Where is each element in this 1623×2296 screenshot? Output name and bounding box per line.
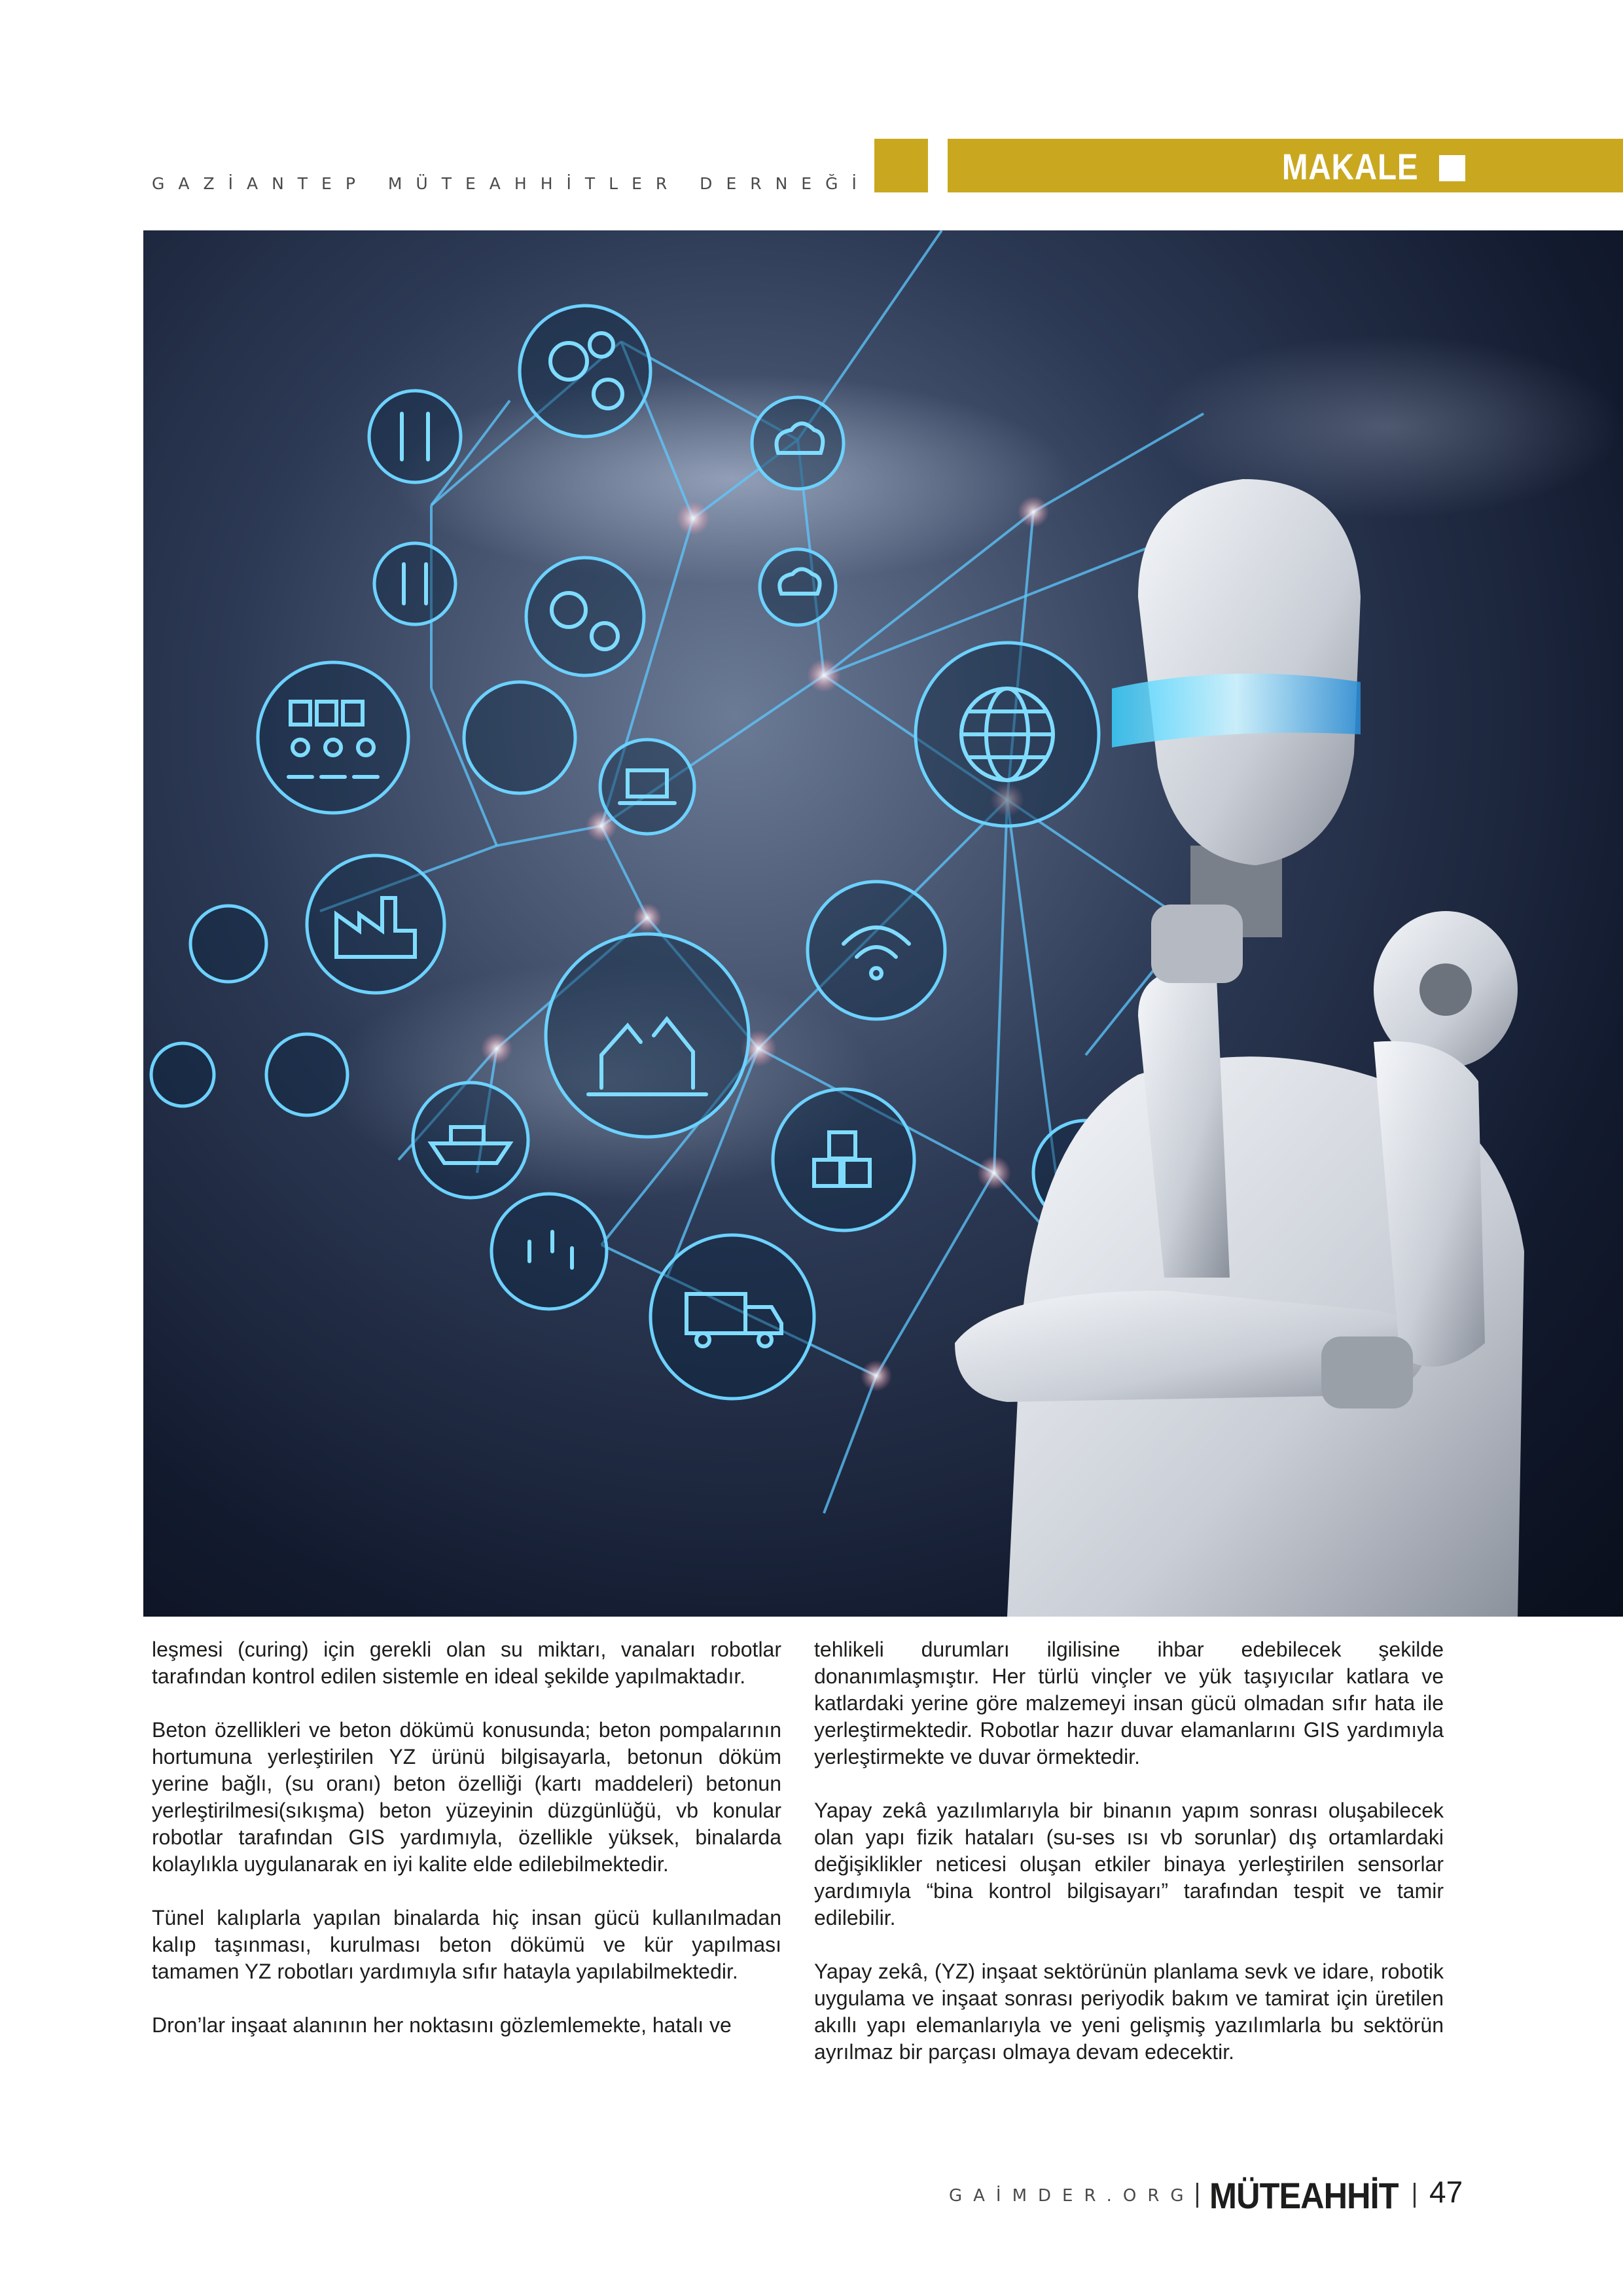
ship-icon (413, 1083, 528, 1198)
left-paragraph-3: Tünel kalıplarla yapılan binalarda hiç insan gücü kullanılmadan kalıp taşınması, kurulması beton dökümü ve kür yapılması tamamen YZ robotları yardımıyla sıfır hatayla yapılabilmektedir. (152, 1906, 781, 1983)
wifi-icon (808, 882, 945, 1019)
tools-icon-2 (374, 543, 455, 624)
cloud-sync-icon (752, 397, 844, 489)
section-label-square (1439, 155, 1465, 181)
left-column (152, 1636, 781, 2066)
cloud-icon (760, 549, 836, 625)
robot-arms-icon (546, 934, 749, 1137)
footer-site: GAİMDER.ORG (949, 2186, 1195, 2206)
right-paragraph-2: Yapay zekâ yazılımlarıyla bir binanın yapım sonrası oluşabilecek olan yapı fizik hataları (su-ses ısı vb sorunlar) dış ortamlardaki değişiklikler neticesi oluşan etkiler binaya yerleştirilen sensorlar yardımıyla “bina kontrol bilgisayarı” tarafından tespit ve tamir edilebilir. (814, 1799, 1444, 1929)
truck-icon (651, 1235, 814, 1399)
right-column (814, 1636, 1444, 2092)
chart-icon (464, 682, 575, 793)
page-number: 47 (1429, 2175, 1463, 2209)
tools-icon (369, 391, 461, 482)
hero-image (143, 230, 1623, 1617)
header-accent-square (874, 139, 928, 192)
header-org-name: GAZİANTEP MÜTEAHHİTLER DERNEĞİ (152, 174, 870, 193)
warehouse-icon (266, 1034, 348, 1115)
left-paragraph-1: leşmesi (curing) için gerekli olan su miktarı, vanaları robotlar tarafından kontrol edilen sistemle en ideal şekilde yapılmaktadır. (152, 1638, 781, 1688)
right-paragraph-1: tehlikeli durumları ilgilisine ihbar edebilecek şekilde donanımlaşmıştır. Her türlü vinçler ve yük taşıyıcılar katlara ve katlardaki yerine göre malzemeyi insan gücü olmadan sıfır hata ile yerleştirmektedir. Robotlar hazır duvar elamanlarını GIS yardımıyla yerleştirmekte ve duvar örmektedir. (814, 1638, 1444, 1768)
left-paragraph-4: Dron’lar inşaat alanının her noktasını gözlemlemekte, hatalı ve (152, 2013, 732, 2037)
footer-brand-logo: MÜTEAHHİT (1209, 2175, 1399, 2216)
left-paragraph-2: Beton özellikleri ve beton dökümü konusunda; beton pompalarının hortumuna yerleştirilen YZ ürünü bilgisayarla, betonun döküm yerine bağlı, (su oranı) beton özelliği (kartı maddeleri) betonun yerleştirilmesi(sıkışma) beton yüzeyinin düzgünlüğü, vb konular robotlar tarafından GIS yardımıyla, özellikle yüksek, binalarda kolaylıkla uygulanarak en iyi kalite elde edilebilmektedir. (152, 1718, 781, 1876)
footer-divider-2 (1414, 2183, 1416, 2208)
wind-turbine-icon (190, 906, 266, 982)
section-label: MAKALE (1282, 146, 1419, 187)
laptop-icon (600, 740, 694, 834)
right-paragraph-3: Yapay zekâ, (YZ) inşaat sektörünün planlama sevk ve idare, robotik uygulama ve inşaat sonrası periyodik bakım ve tamirat için üretilen akıllı yapı elemanlarıyla ve yeni gelişmiş yazılımlarla bu sektörün ayrılmaz bir parçası olmaya devam edecektir. (814, 1960, 1444, 2064)
footer-divider (1196, 2183, 1198, 2208)
location-pins-icon (491, 1194, 607, 1309)
dashboard-icon (151, 1043, 214, 1106)
